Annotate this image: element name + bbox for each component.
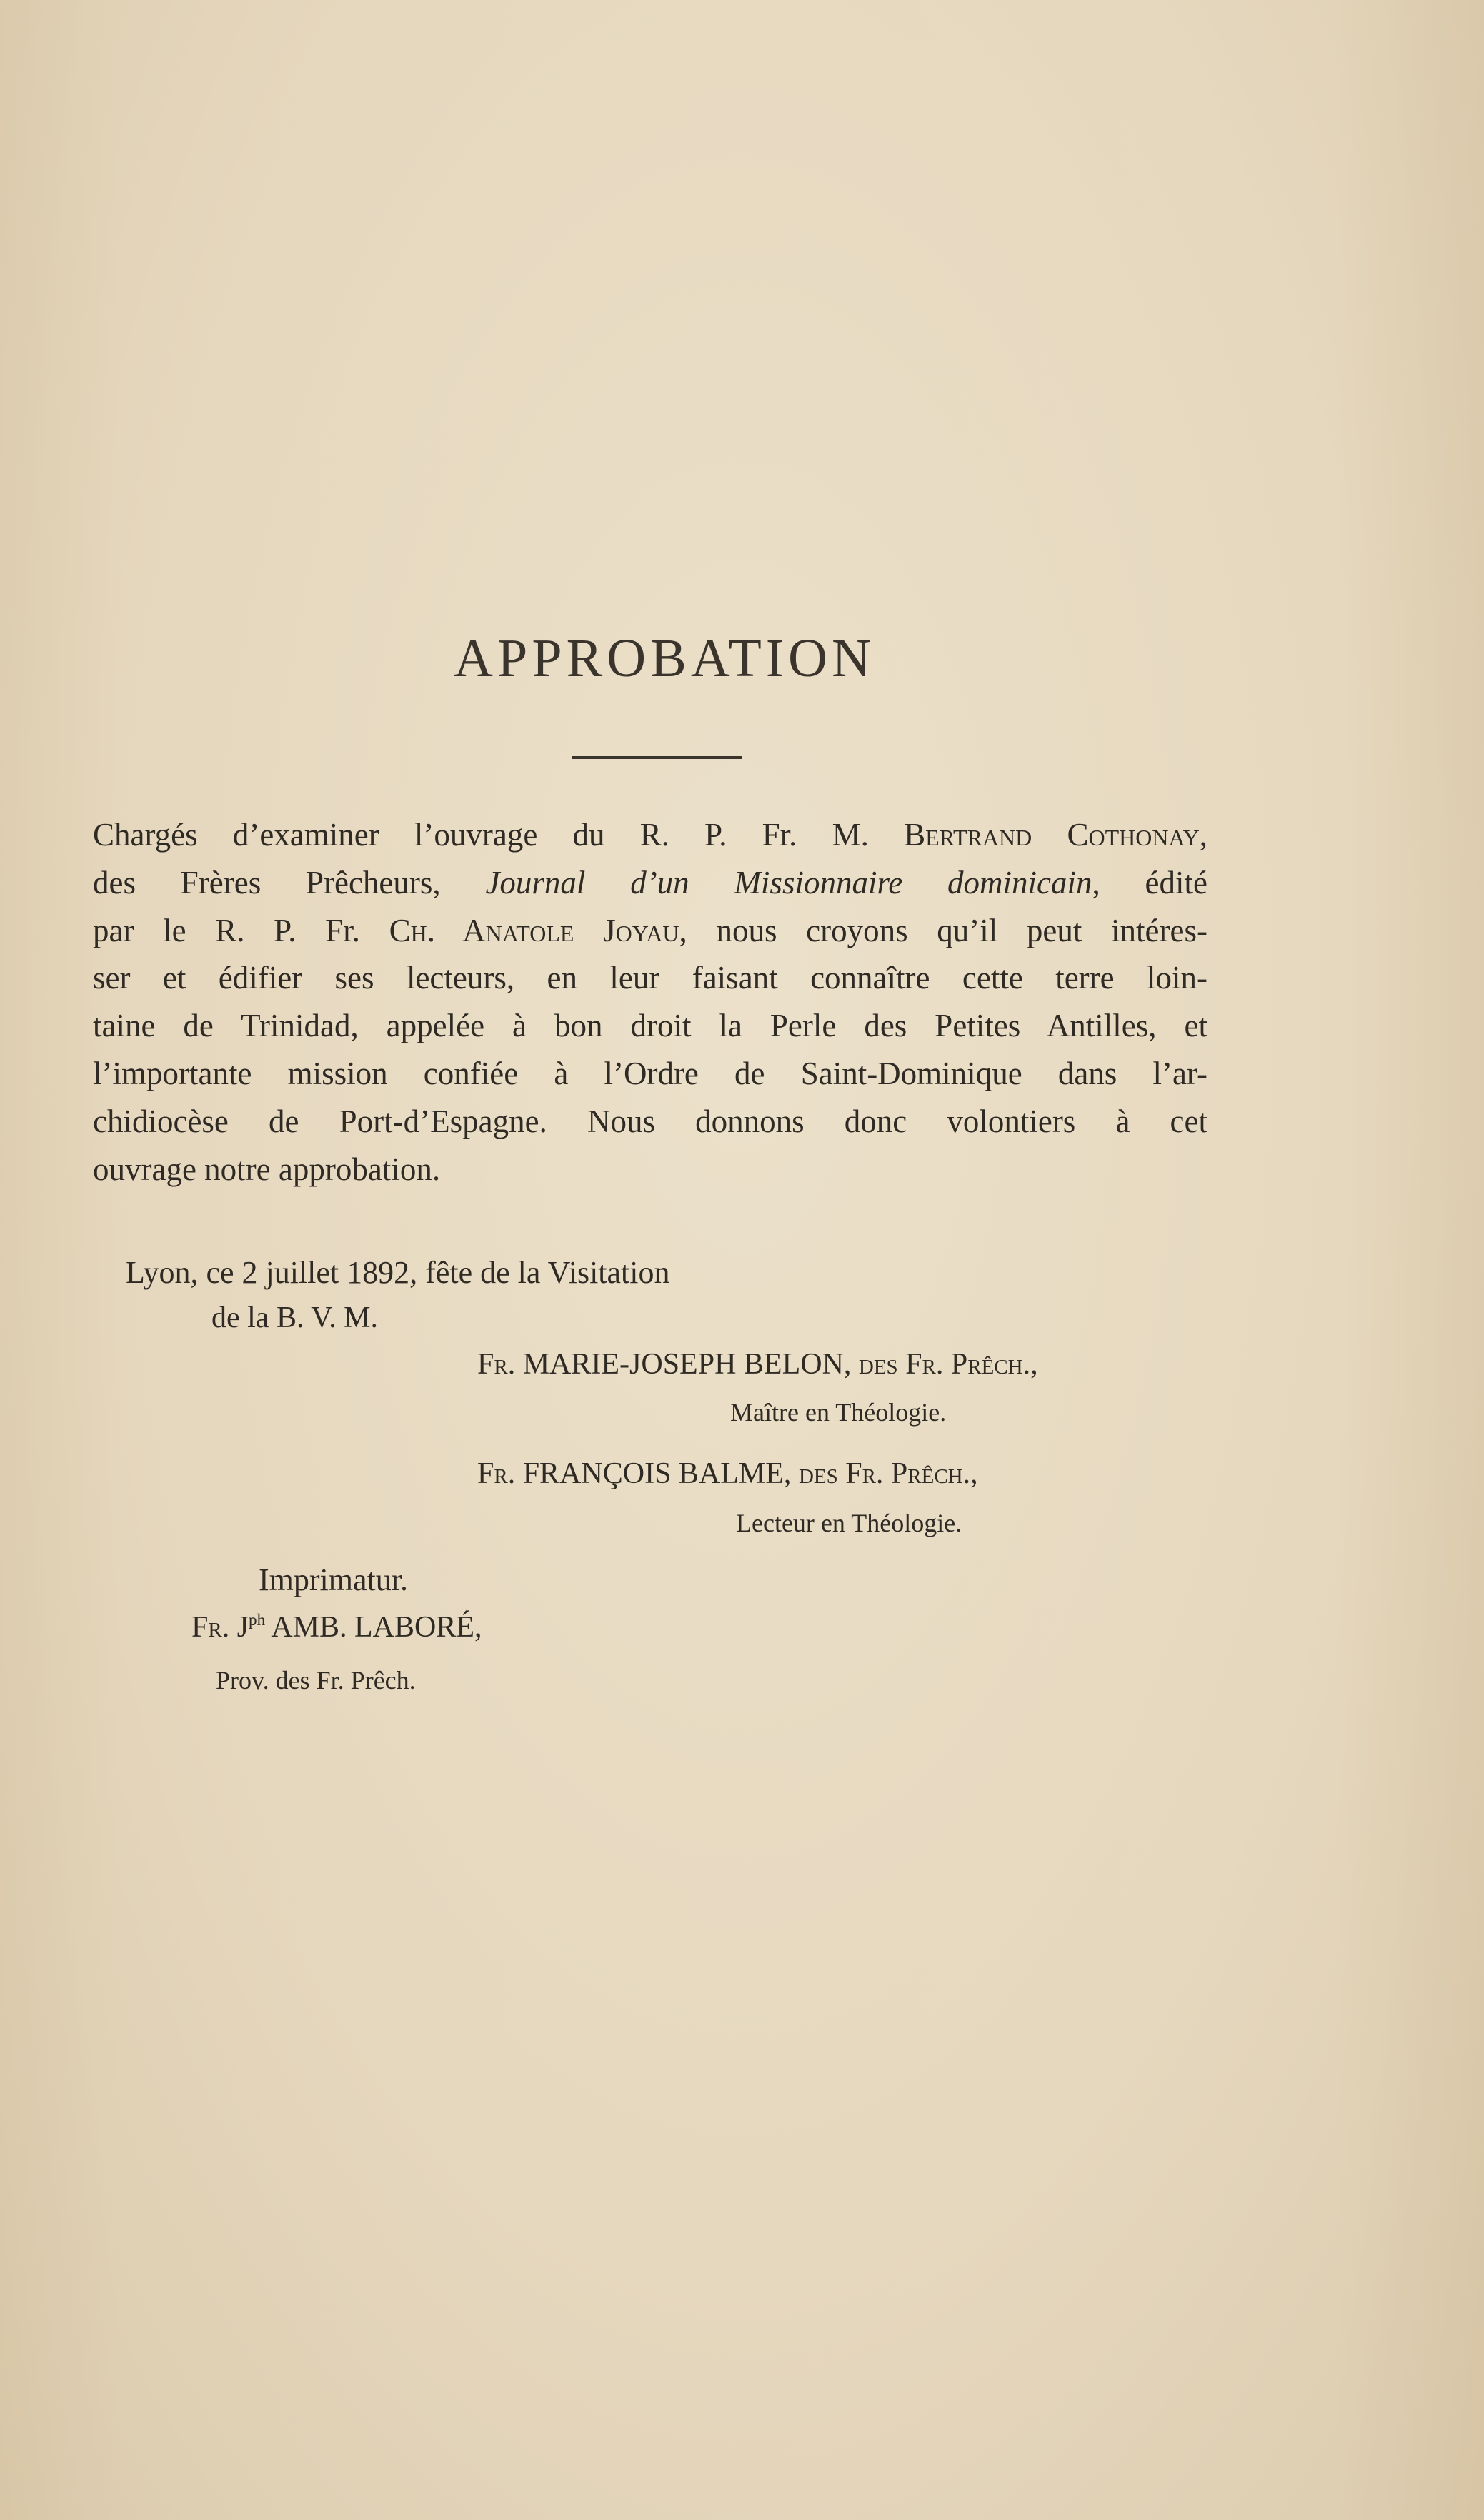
signature-prefix: Fr. J <box>191 1611 249 1645</box>
paragraph-line: ouvrage notre approbation. <box>93 1151 441 1187</box>
text-run: , édité <box>1092 864 1208 901</box>
dateline: Lyon, ce 2 juillet 1892, fête de la Visitation <box>126 1255 670 1290</box>
text-run: Chargés d’examiner l’ouvrage du R. P. Fr. M. <box>93 817 905 853</box>
signature-order: des Fr. Prêch., <box>858 1348 1038 1381</box>
imprimatur-label: Imprimatur. <box>259 1562 408 1597</box>
paragraph-line <box>93 907 1207 955</box>
text-run: des Frères Prêcheurs, <box>93 864 486 901</box>
paragraph-line: ser et édifier ses lecteurs, en leur faisant connaître cette terre loin- <box>93 960 1207 996</box>
title-divider <box>572 756 742 759</box>
signature-name: MARIE-JOSEPH BELON, <box>522 1348 852 1381</box>
text-run: , nous croyons qu’il peut intéres- <box>679 912 1207 948</box>
paragraph-line <box>93 859 1207 907</box>
paragraph-line: chidiocèse de Port-d’Espagne. Nous donnons donc volontiers à cet <box>93 1103 1207 1139</box>
signature-title: Maître en Théologie. <box>730 1398 947 1427</box>
page-title: APPROBATION <box>454 628 875 688</box>
signature-order: des Fr. Prêch., <box>798 1457 978 1490</box>
paragraph-line: taine de Trinidad, appelée à bon droit la Perle des Petites Antilles, et <box>93 1008 1207 1044</box>
paragraph-line <box>93 811 1207 859</box>
text-run: , <box>1199 817 1207 853</box>
text-run: par le R. P. Fr. <box>93 912 389 948</box>
signature-labore <box>191 1610 482 1645</box>
signature-title: Lecteur en Théologie. <box>736 1509 962 1537</box>
signature-name: AMB. LABORÉ, <box>271 1611 482 1645</box>
signature-balme <box>477 1457 978 1491</box>
signature-prefix: Fr. <box>477 1457 516 1490</box>
signature-name: FRANÇOIS BALME, <box>522 1457 792 1490</box>
signature-prefix: Fr. <box>477 1348 516 1381</box>
approbation-paragraph <box>93 811 1207 1193</box>
paragraph-line: l’importante mission confiée à l’Ordre de Saint-Dominique dans l’ar- <box>93 1055 1207 1091</box>
book-title: Journal d’un Missionnaire dominicain <box>485 864 1092 901</box>
dateline-continued: de la B. V. M. <box>211 1301 378 1334</box>
signature-superscript: ph <box>249 1610 266 1629</box>
signature-belon <box>477 1347 1038 1381</box>
editor-name: Ch. Anatole Joyau <box>389 912 679 948</box>
signature-title: Prov. des Fr. Prêch. <box>216 1666 416 1695</box>
author-name: Bertrand Cothonay <box>904 817 1200 853</box>
